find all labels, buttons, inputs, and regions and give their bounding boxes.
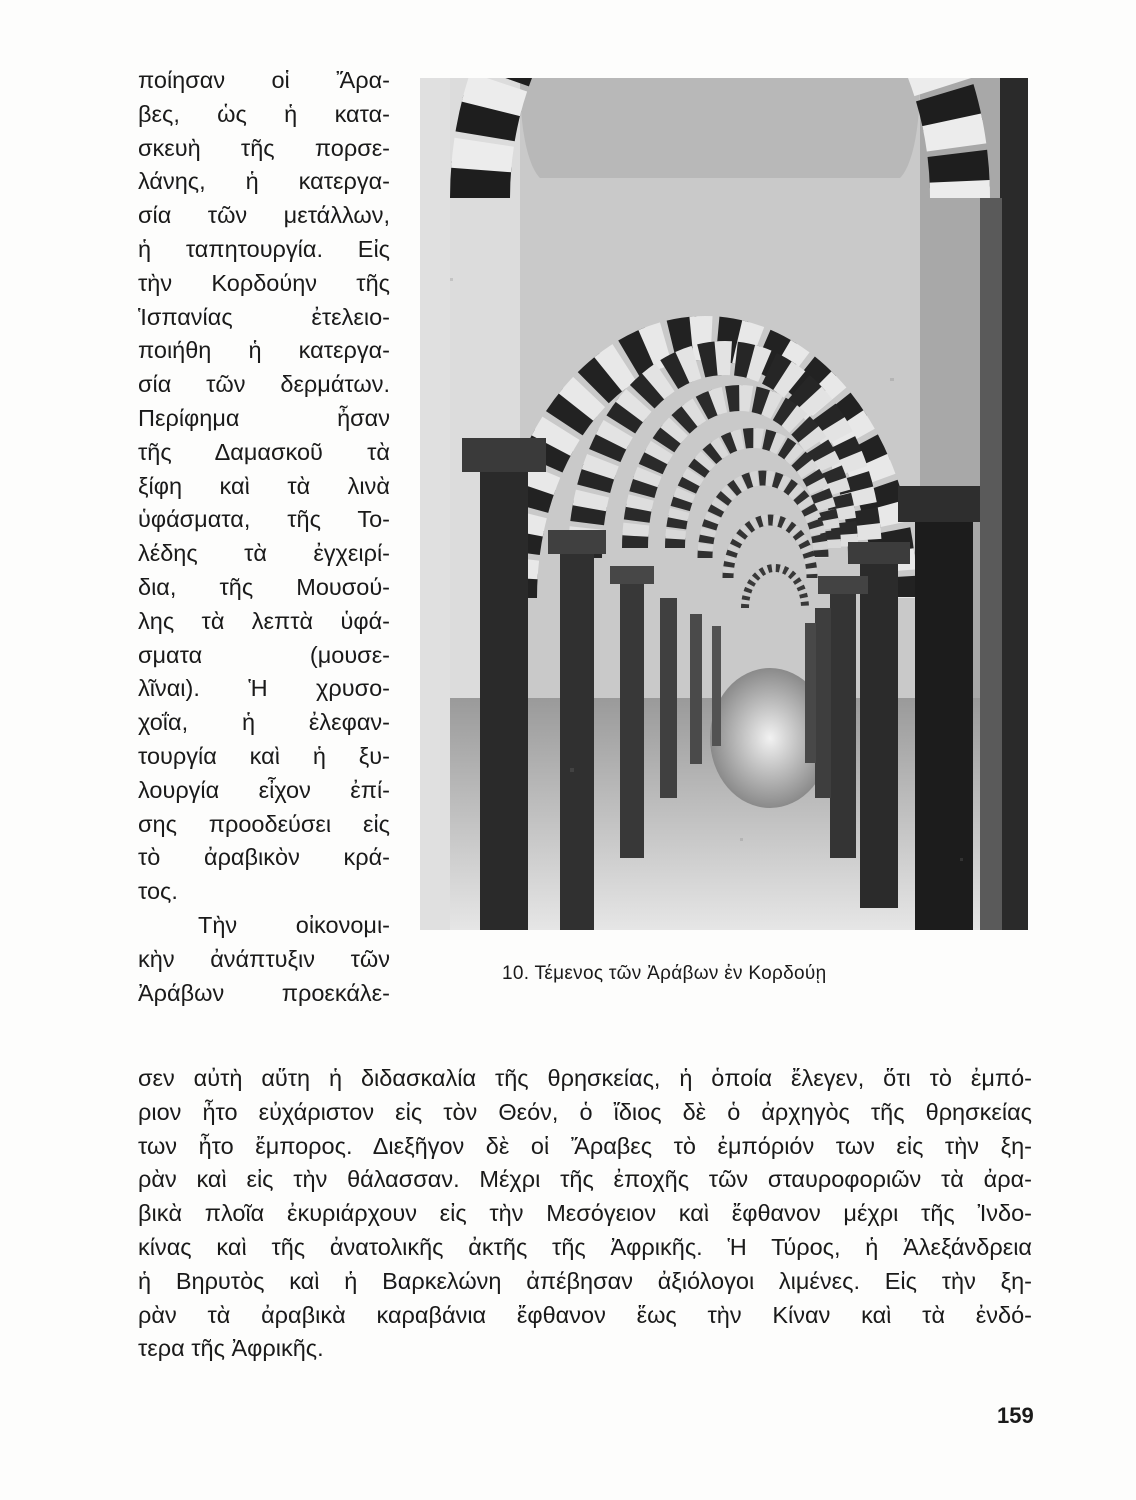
text-line: Περίφημα ἦσαν — [138, 404, 390, 431]
text-line: Ἱσπανίας ἐτελειο- — [138, 303, 390, 330]
text-line: ριον ἦτο εὐχάριστον εἰς τὸν Θεόν, ὁ ἴδιος δὲ ὁ ἀρχηγὸς τῆς θρησκείας — [138, 1098, 1032, 1125]
text-line: λῖναι). Ἡ χρυσο- — [138, 675, 390, 702]
text-line: λης τὰ λεπτὰ ὑφά- — [138, 607, 390, 634]
text-line: Τὴν οἰκονομι- — [198, 911, 390, 938]
text-line: τερα τῆς Ἀφρικῆς. — [138, 1335, 324, 1362]
text-line: κὴν ἀνάπτυξιν τῶν — [138, 945, 390, 972]
text-line: λέδης τὰ ἐγχειρί- — [138, 540, 390, 567]
photo-caption: 10. Τέμενος τῶν Ἀράβων ἐν Κορδούῃ — [502, 963, 827, 984]
photo-illustration — [420, 78, 1028, 930]
text-line: ποιήθη ἡ κατεργα- — [138, 337, 390, 364]
text-line: σκευὴ τῆς πορσε- — [138, 134, 390, 161]
text-line: λουργία εἶχον ἐπί- — [138, 776, 390, 803]
text-line: τος. — [138, 878, 178, 905]
text-line: βικὰ πλοῖα ἐκυριάρχουν εἰς τὴν Μεσόγειον καὶ ἔφθανον μέχρι τῆς Ἰνδο- — [138, 1200, 1032, 1227]
text-line: χοΐα, ἡ ἐλεφαν- — [138, 709, 390, 736]
text-line: τὴν Κορδούην τῆς — [138, 269, 390, 296]
text-line: Ἀράβων προεκάλε- — [138, 979, 390, 1006]
text-line: σεν αὐτὴ αὕτη ἡ διδασκαλία τῆς θρησκείας, ἡ ὁποία ἔλεγεν, ὅτι τὸ ἐμπό- — [138, 1065, 1032, 1091]
text-line: ἡ Βηρυτὸς καὶ ἡ Βαρκελώνη ἀπέβησαν ἀξιόλογοι λιμένες. Εἰς τὴν ξη- — [138, 1267, 1032, 1294]
text-line: βες, ὡς ἡ κατα- — [138, 100, 390, 127]
page-number: 159 — [997, 1403, 1034, 1428]
text-line: τουργία καὶ ἡ ξυ- — [138, 742, 390, 769]
text-line: σία τῶν δερμάτων. — [138, 371, 390, 398]
text-line: ὑφάσματα, τῆς Το- — [138, 506, 390, 533]
text-line: των ἦτο ἔμπορος. Διεξῆγον δὲ οἱ Ἄραβες τὸ ἐμπόριόν των εἰς τὴν ξη- — [138, 1132, 1032, 1159]
text-line: τῆς Δαμασκοῦ τὰ — [138, 438, 390, 465]
mosque-arches-photo — [420, 78, 1028, 930]
text-line: ξίφη καὶ τὰ λινὰ — [138, 472, 390, 499]
text-line: σης προοδεύσει εἰς — [138, 810, 390, 837]
text-line: ποίησαν οἱ Ἄρα- — [138, 67, 390, 93]
text-line: ρὰν καὶ εἰς τὴν θάλασσαν. Μέχρι τῆς ἐποχῆς τῶν σταυροφοριῶν τὰ ἀρα- — [138, 1166, 1032, 1193]
text-line: κίνας καὶ τῆς ἀνατολικῆς ἀκτῆς τῆς Ἀφρικῆς. Ἡ Τύρος, ἡ Ἀλεξάνδρεια — [138, 1233, 1032, 1260]
text-line: ἡ ταπητουργία. Εἰς — [138, 235, 390, 262]
text-line: λάνης, ἡ κατεργα- — [138, 168, 390, 195]
left-text-column — [138, 64, 390, 1010]
text-line: σία τῶν μετάλλων, — [138, 202, 390, 229]
text-line: τὸ ἀραβικὸν κρά- — [138, 844, 390, 871]
text-line: ρὰν τὰ ἀραβικὰ καραβάνια ἔφθανον ἕως τὴν Κίναν καὶ τὰ ἐνδό- — [138, 1301, 1032, 1328]
text-line: δια, τῆς Μουσού- — [138, 573, 390, 600]
text-line: σματα (μουσε- — [138, 641, 390, 668]
bottom-text-block — [138, 1062, 1032, 1366]
